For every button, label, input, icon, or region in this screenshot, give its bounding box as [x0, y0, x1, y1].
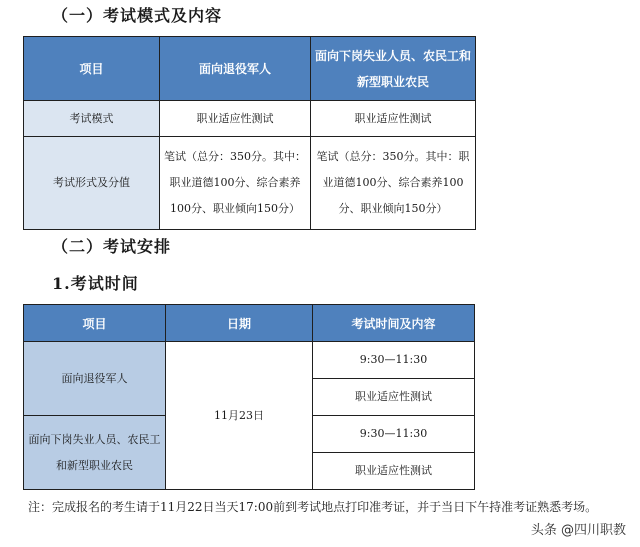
table2-header-date: 日期 — [166, 305, 313, 342]
exam-note: 注：完成报名的考生请于11月22日当天17:00前到考试地点打印准考证，并于当日下午持准考证熟悉考场。 — [28, 500, 598, 514]
table1-cell-mode-unemployed: 职业适应性测试 — [311, 101, 476, 137]
exam-mode-table — [23, 36, 476, 230]
table2-slot-content-1: 职业适应性测试 — [313, 379, 475, 416]
table2-slot-time-1: 9:30—11:30 — [313, 342, 475, 379]
section-heading-exam-mode: （一）考试模式及内容 — [52, 6, 223, 25]
table1-header-unemployed: 面向下岗失业人员、农民工和新型职业农民 — [311, 37, 476, 101]
watermark: 头条 @四川职教 — [527, 518, 630, 539]
table1-row-label-mode: 考试模式 — [24, 101, 160, 137]
table2-slot-time-2: 9:30—11:30 — [313, 416, 475, 453]
exam-time-table — [23, 304, 475, 490]
table1-cell-format-veterans: 笔试（总分：350分。其中：职业道德100分、综合素养100分、职业倾向150分） — [160, 137, 311, 230]
table2-header-time: 考试时间及内容 — [313, 305, 475, 342]
table1-header-veterans: 面向退役军人 — [160, 37, 311, 101]
table1-cell-format-unemployed: 笔试（总分：350分。其中：职业道德100分、综合素养100分、职业倾向150分） — [311, 137, 476, 230]
table2-header-item: 项目 — [24, 305, 166, 342]
table2-slot-content-2: 职业适应性测试 — [313, 453, 475, 490]
table2-date-cell: 11月23日 — [166, 342, 313, 490]
section-heading-exam-time: 1.考试时间 — [52, 274, 139, 293]
table1-header-item: 项目 — [24, 37, 160, 101]
section-heading-arrangement: （二）考试安排 — [52, 237, 172, 256]
table1-cell-mode-veterans: 职业适应性测试 — [160, 101, 311, 137]
table2-group-veterans: 面向退役军人 — [24, 342, 166, 416]
table2-group-unemployed: 面向下岗失业人员、农民工和新型职业农民 — [24, 416, 166, 490]
table1-row-label-format: 考试形式及分值 — [24, 137, 160, 230]
